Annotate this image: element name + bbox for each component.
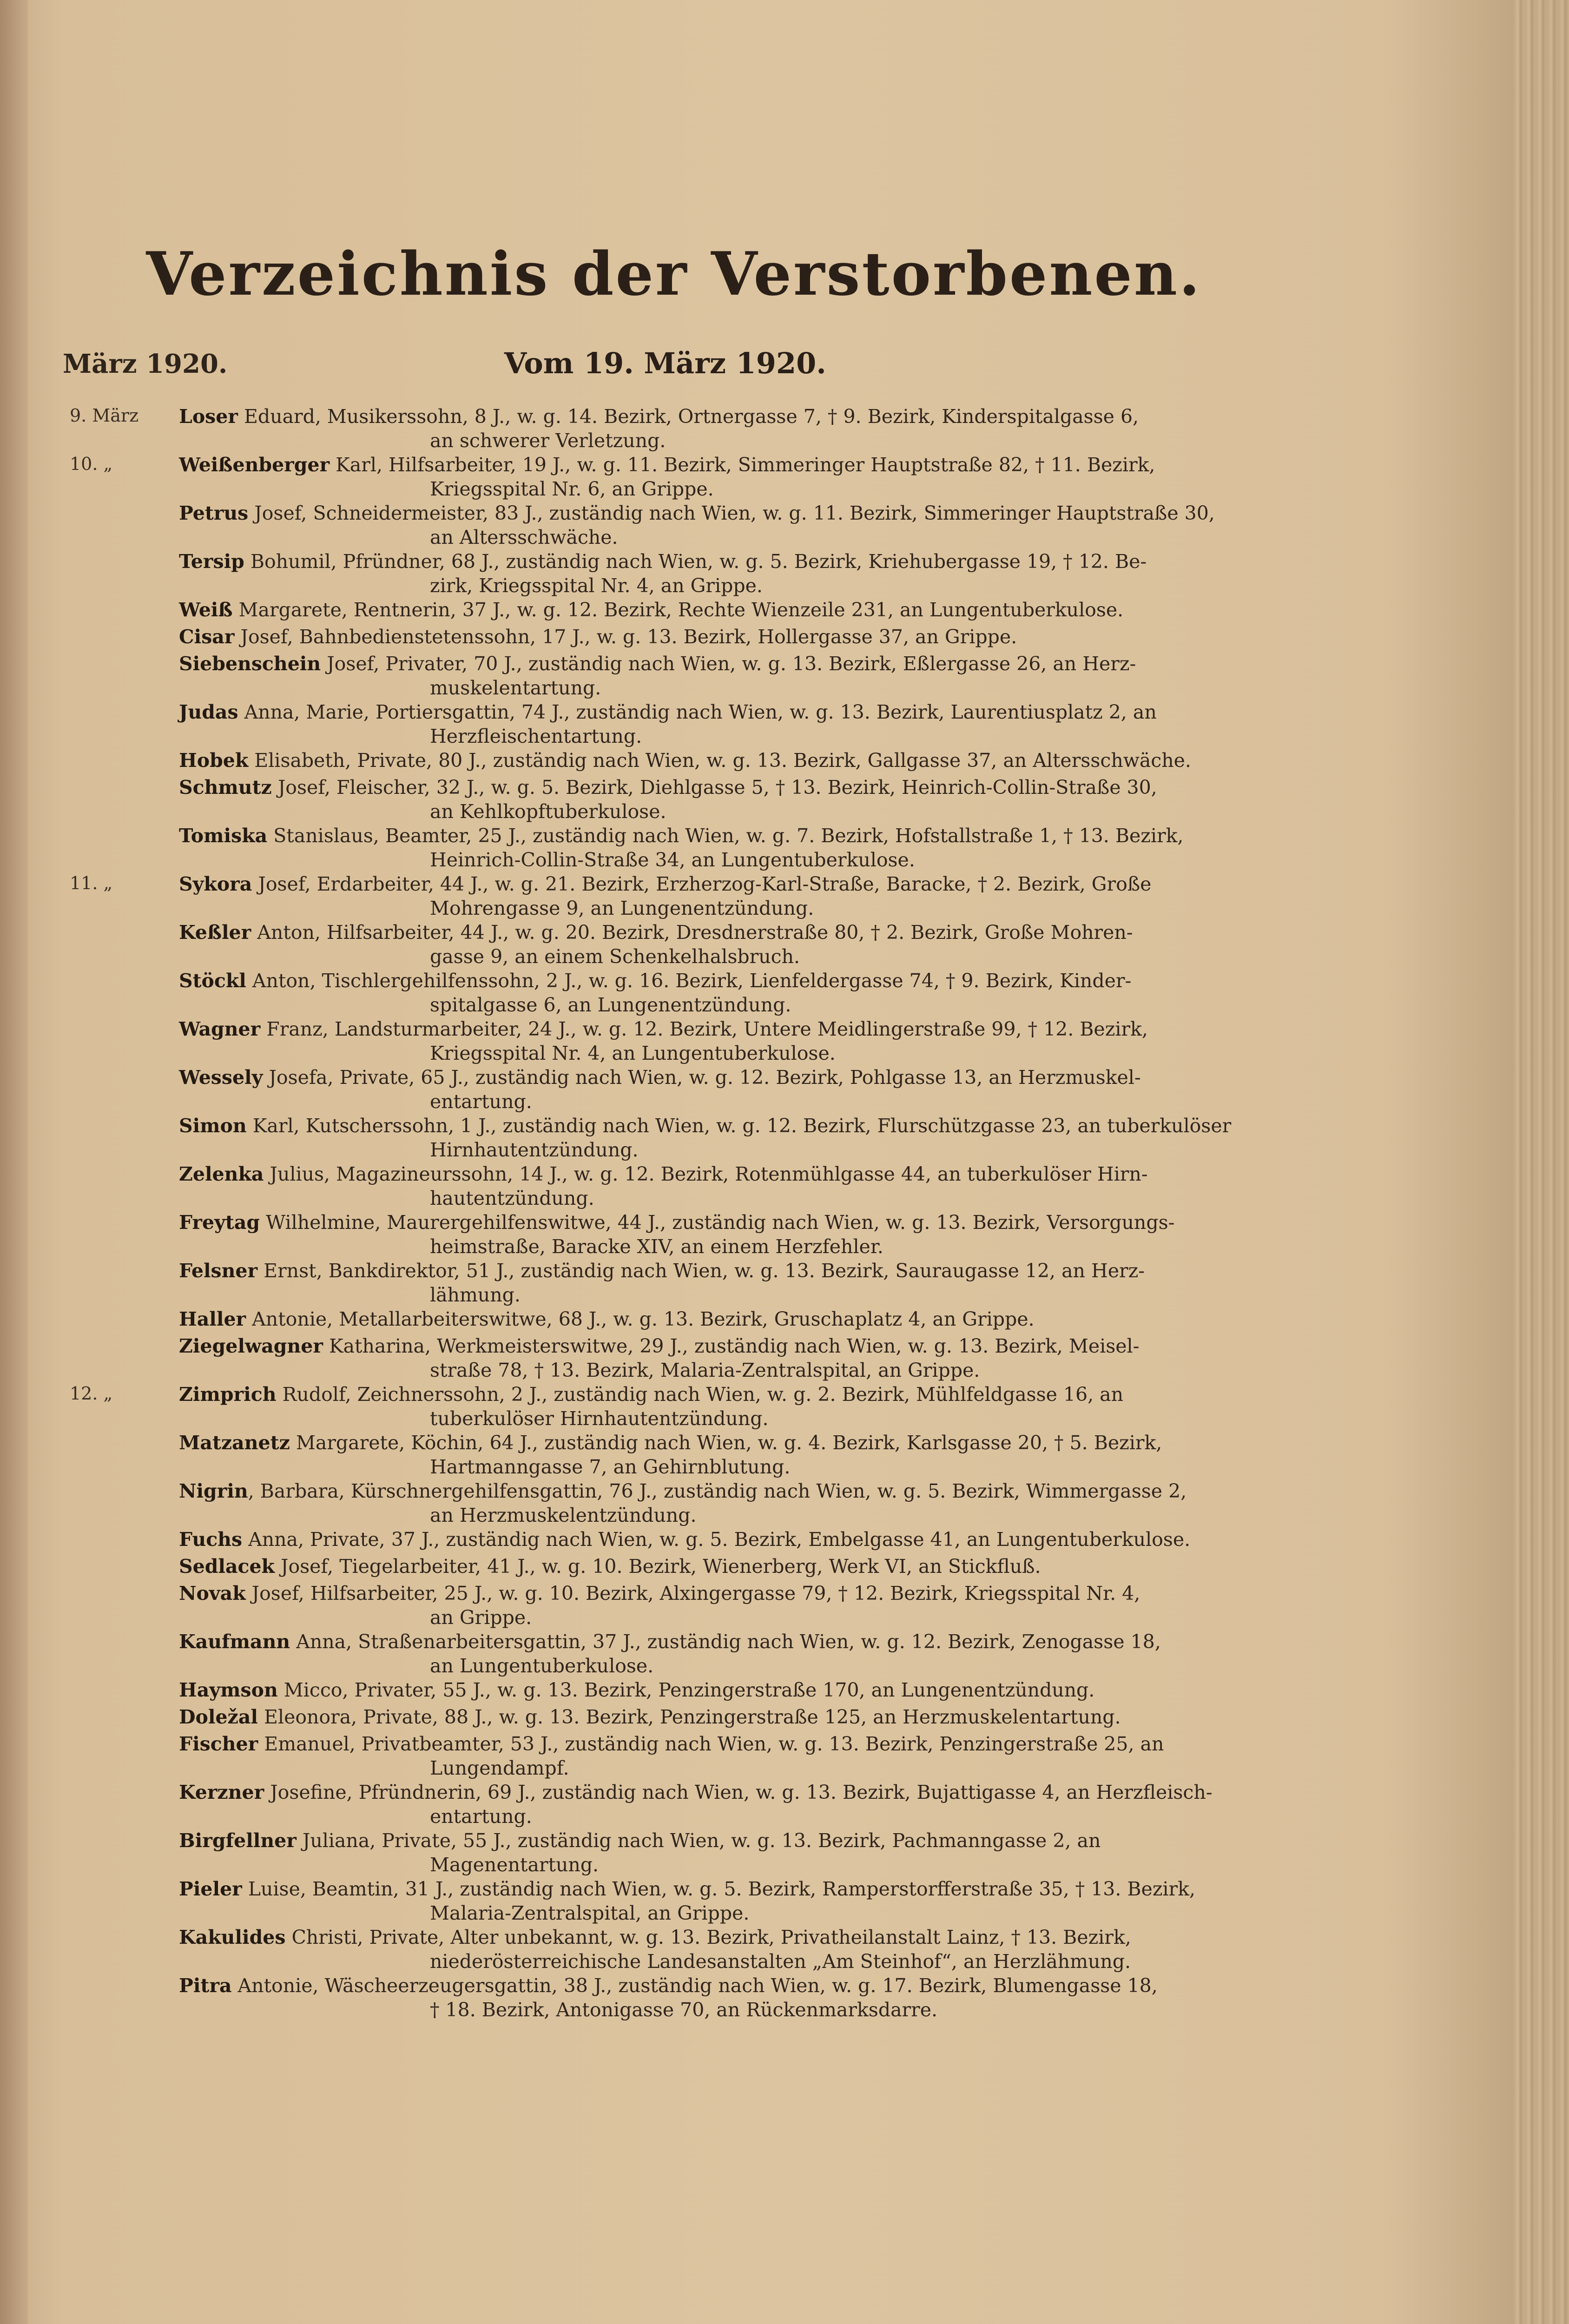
entry-continuation: spitalgasse 6, an Lungenentzündung. <box>430 994 791 1016</box>
entry-continuation: muskelentartung. <box>430 677 601 699</box>
entry-details: Elisabeth, Private, 80 J., zuständig nach Wien, w. g. 13. Bezirk, Gallgasse 37, an Altersschwäche. <box>248 749 1191 772</box>
entry-surname: Haymson <box>179 1679 278 1701</box>
entry-surname: Simon <box>179 1115 247 1137</box>
entry-text <box>179 1925 1301 1974</box>
entry-details: Bohumil, Pfründner, 68 J., zuständig nach Wien, w. g. 5. Bezirk, Kriehubergasse 19, † 12. Be- <box>244 550 1147 573</box>
entry-date: 9. März <box>70 405 139 426</box>
register-entry <box>70 1527 1301 1554</box>
entry-surname: Zimprich <box>179 1383 277 1406</box>
entry-continuation: gasse 9, an einem Schenkelhalsbruch. <box>430 945 800 968</box>
entry-details: Franz, Landsturmarbeiter, 24 J., w. g. 12. Bezirk, Untere Meidlingerstraße 99, † 12. Bezirk, <box>260 1018 1148 1040</box>
register-entry <box>70 404 1301 453</box>
date-heading: Vom 19. März 1920. <box>504 346 826 380</box>
entry-continuation: tuberkulöser Hirnhautentzündung. <box>430 1407 769 1430</box>
entry-details: Antonie, Wäscheerzeugersgattin, 38 J., zuständig nach Wien, w. g. 17. Bezirk, Blumengasse 18, <box>231 1974 1158 1997</box>
entry-surname: Fischer <box>179 1733 258 1755</box>
register-entry <box>70 1479 1301 1527</box>
entry-text <box>179 1554 1301 1578</box>
entry-details: Anna, Marie, Portiersgattin, 74 J., zuständig nach Wien, w. g. 13. Bezirk, Laurentiusplatz 2, an <box>238 701 1157 723</box>
entry-details: Wilhelmine, Maurergehilfenswitwe, 44 J., zuständig nach Wien, w. g. 13. Bezirk, Versorgungs- <box>260 1211 1175 1234</box>
entry-continuation: an Grippe. <box>430 1606 532 1629</box>
entry-text <box>179 872 1301 920</box>
entry-surname: Tersip <box>179 550 244 573</box>
entry-surname: Judas <box>179 701 238 723</box>
entry-continuation: Lungendampf. <box>430 1757 569 1779</box>
entry-details: Josef, Privater, 70 J., zuständig nach Wien, w. g. 13. Bezirk, Eßlergasse 26, an Herz- <box>321 653 1136 675</box>
entry-details: Josef, Fleischer, 32 J., w. g. 5. Bezirk, Diehlgasse 5, † 13. Bezirk, Heinrich-Collin-Straße 30, <box>271 776 1157 799</box>
entry-continuation: Malaria-Zentralspital, an Grippe. <box>430 1902 750 1924</box>
register-entry <box>70 1431 1301 1479</box>
entry-details: Anna, Private, 37 J., zuständig nach Wien, w. g. 5. Bezirk, Embelgasse 41, an Lungentuberkulose. <box>242 1528 1191 1551</box>
entry-text <box>179 775 1301 824</box>
entry-details: Josef, Bahnbedienstetenssohn, 17 J., w. g. 13. Bezirk, Hollergasse 37, an Grippe. <box>234 626 1017 648</box>
register-entry <box>70 1210 1301 1259</box>
entry-continuation: Mohrengasse 9, an Lungenentzündung. <box>430 897 814 919</box>
entry-continuation: hautentzündung. <box>430 1187 594 1209</box>
entry-details: Josefine, Pfründnerin, 69 J., zuständig nach Wien, w. g. 13. Bezirk, Bujattigasse 4, an Herzfleisch- <box>264 1781 1213 1803</box>
entry-surname: Freytag <box>179 1211 260 1234</box>
entry-surname: Doležal <box>179 1706 258 1728</box>
register-entry <box>70 1554 1301 1581</box>
entry-surname: Zelenka <box>179 1163 264 1185</box>
entry-surname: Loser <box>179 405 238 428</box>
entry-continuation: an Lungentuberkulose. <box>430 1655 654 1677</box>
entry-details: , Barbara, Kürschnergehilfensgattin, 76 J., zuständig nach Wien, w. g. 5. Bezirk, Wimmergasse 2, <box>248 1480 1187 1502</box>
entry-details: Josef, Tiegelarbeiter, 41 J., w. g. 10. Bezirk, Wienerberg, Werk VI, an Stickfluß. <box>274 1555 1041 1578</box>
entry-details: Josefa, Private, 65 J., zuständig nach Wien, w. g. 12. Bezirk, Pohlgasse 13, an Herzmuskel- <box>263 1066 1141 1089</box>
entry-surname: Cisar <box>179 626 235 648</box>
register-entry <box>70 1259 1301 1307</box>
entry-text <box>179 1017 1301 1065</box>
entry-text <box>179 1334 1301 1382</box>
entry-details: Micco, Privater, 55 J., w. g. 13. Bezirk, Penzingerstraße 170, an Lungenentzündung. <box>277 1679 1095 1701</box>
entry-details: Juliana, Private, 55 J., zuständig nach Wien, w. g. 13. Bezirk, Pachmanngasse 2, an <box>296 1829 1101 1852</box>
entry-details: Eleonora, Private, 88 J., w. g. 13. Bezirk, Penzingerstraße 125, an Herzmuskelentartung. <box>258 1706 1121 1728</box>
month-label: März 1920. <box>63 349 228 379</box>
register-entry <box>70 625 1301 652</box>
register-entry <box>70 969 1301 1017</box>
entry-continuation: heimstraße, Baracke XIV, an einem Herzfehler. <box>430 1235 883 1258</box>
entry-details: Emanuel, Privatbeamter, 53 J., zuständig nach Wien, w. g. 13. Bezirk, Penzingerstraße 25, an <box>258 1733 1164 1755</box>
entry-text <box>179 501 1301 549</box>
entry-surname: Haller <box>179 1308 246 1330</box>
entry-details: Karl, Kutscherssohn, 1 J., zuständig nach Wien, w. g. 12. Bezirk, Flurschützgasse 23, an tuberkulöser <box>246 1115 1232 1137</box>
entry-surname: Hobek <box>179 749 249 772</box>
entry-continuation: Hartmanngasse 7, an Gehirnblutung. <box>430 1456 791 1478</box>
entry-surname: Weißenberger <box>179 454 330 476</box>
entry-text <box>179 969 1301 1017</box>
entry-continuation: Hirnhautentzündung. <box>430 1139 639 1161</box>
entry-details: Margarete, Köchin, 64 J., zuständig nach Wien, w. g. 4. Bezirk, Karlsgasse 20, † 5. Bezirk, <box>290 1432 1162 1454</box>
entry-surname: Keßler <box>179 921 251 944</box>
register-entry <box>70 549 1301 598</box>
register-entry <box>70 1162 1301 1210</box>
entry-text <box>179 1630 1301 1678</box>
entry-surname: Wessely <box>179 1066 263 1089</box>
entry-continuation: Magenentartung. <box>430 1854 599 1876</box>
entry-surname: Ziegelwagner <box>179 1335 323 1357</box>
entry-details: Rudolf, Zeichnerssohn, 2 J., zuständig nach Wien, w. g. 2. Bezirk, Mühlfeldgasse 16, an <box>276 1383 1124 1406</box>
entry-surname: Schmutz <box>179 776 272 799</box>
register-entry <box>70 1705 1301 1732</box>
entry-continuation: an Herzmuskelentzündung. <box>430 1504 697 1526</box>
entry-surname: Wagner <box>179 1018 261 1040</box>
page-binding-edge <box>0 0 28 2324</box>
register-entry <box>70 1829 1301 1877</box>
entry-surname: Kakulides <box>179 1926 286 1948</box>
register-entry <box>70 453 1301 501</box>
register-entry <box>70 1334 1301 1382</box>
entry-surname: Kaufmann <box>179 1631 290 1653</box>
entry-continuation: Kriegsspital Nr. 4, an Lungentuberkulose. <box>430 1042 836 1064</box>
entry-text <box>179 1877 1301 1925</box>
register-entry <box>70 1780 1301 1829</box>
entry-surname: Kerzner <box>179 1781 264 1803</box>
entry-surname: Felsner <box>179 1260 258 1282</box>
entry-details: Josef, Schneidermeister, 83 J., zuständig nach Wien, w. g. 11. Bezirk, Simmeringer Hauptstraße 30, <box>248 502 1215 524</box>
register-entry <box>70 748 1301 775</box>
entry-text <box>179 1705 1301 1729</box>
entry-text <box>179 1829 1301 1877</box>
entry-details: Antonie, Metallarbeiterswitwe, 68 J., w. g. 13. Bezirk, Gruschaplatz 4, an Grippe. <box>246 1308 1035 1330</box>
entry-details: Stanislaus, Beamter, 25 J., zuständig nach Wien, w. g. 7. Bezirk, Hofstallstraße 1, † 13. Bezirk, <box>267 825 1184 847</box>
entry-text <box>179 920 1301 969</box>
entry-text <box>179 1974 1301 2022</box>
entry-details: Karl, Hilfsarbeiter, 19 J., w. g. 11. Bezirk, Simmeringer Hauptstraße 82, † 11. Bezirk, <box>330 454 1155 476</box>
page-stack-edges <box>1513 0 1569 2324</box>
entry-details: Margarete, Rentnerin, 37 J., w. g. 12. Bezirk, Rechte Wienzeile 231, an Lungentuberkulose. <box>232 599 1124 621</box>
entry-details: Josef, Hilfsarbeiter, 25 J., w. g. 10. Bezirk, Alxingergasse 79, † 12. Bezirk, Kriegsspital Nr. 4, <box>245 1582 1140 1604</box>
register-entry <box>70 700 1301 748</box>
entry-text <box>179 1678 1301 1702</box>
entry-text <box>179 625 1301 649</box>
entry-text <box>179 404 1301 453</box>
entry-text <box>179 824 1301 872</box>
register-entry <box>70 1732 1301 1780</box>
entry-surname: Birgfellner <box>179 1829 297 1852</box>
entry-details: Ernst, Bankdirektor, 51 J., zuständig nach Wien, w. g. 13. Bezirk, Sauraugasse 12, an Herz- <box>257 1260 1145 1282</box>
entry-details: Luise, Beamtin, 31 J., zuständig nach Wien, w. g. 5. Bezirk, Ramperstorfferstraße 35, † 13. Bezirk, <box>242 1878 1196 1900</box>
entry-surname: Novak <box>179 1582 246 1604</box>
register-entry <box>70 1678 1301 1705</box>
entry-continuation: zirk, Kriegsspital Nr. 4, an Grippe. <box>430 574 763 597</box>
entry-text <box>179 1479 1301 1527</box>
entry-continuation: an schwerer Verletzung. <box>430 429 666 452</box>
register-entry <box>70 824 1301 872</box>
entry-surname: Stöckl <box>179 970 246 992</box>
entry-text <box>179 1259 1301 1307</box>
entry-text <box>179 652 1301 700</box>
entry-surname: Fuchs <box>179 1528 243 1551</box>
entry-continuation: entartung. <box>430 1805 532 1828</box>
entry-surname: Sykora <box>179 873 252 895</box>
register-entry <box>70 920 1301 969</box>
entry-continuation: niederösterreichische Landesanstalten „Am Steinhof“, an Herzlähmung. <box>430 1950 1131 1973</box>
register-entry <box>70 1630 1301 1678</box>
entry-continuation: entartung. <box>430 1090 532 1113</box>
entry-text <box>179 700 1301 748</box>
register-entry <box>70 775 1301 824</box>
entry-text <box>179 1307 1301 1331</box>
entry-details: Julius, Magazineurssohn, 14 J., w. g. 12. Bezirk, Rotenmühlgasse 44, an tuberkulöser Hirn- <box>264 1163 1148 1185</box>
register-entry <box>70 1307 1301 1334</box>
register-entry <box>70 1974 1301 2022</box>
entry-text <box>179 1114 1301 1162</box>
entry-continuation: Kriegsspital Nr. 6, an Grippe. <box>430 478 714 500</box>
entry-text <box>179 1065 1301 1114</box>
entry-continuation: lähmung. <box>430 1284 521 1306</box>
register-entry <box>70 872 1301 920</box>
death-register-list <box>70 404 1301 2022</box>
entry-details: Anton, Hilfsarbeiter, 44 J., w. g. 20. Bezirk, Dresdnerstraße 80, † 2. Bezirk, Große Mohren- <box>251 921 1133 944</box>
entry-continuation: Herzfleischentartung. <box>430 725 642 747</box>
entry-continuation: Heinrich-Collin-Straße 34, an Lungentuberkulose. <box>430 849 915 871</box>
entry-text <box>179 1732 1301 1780</box>
register-entry <box>70 1065 1301 1114</box>
entry-text <box>179 748 1301 772</box>
register-entry <box>70 501 1301 549</box>
entry-surname: Pitra <box>179 1974 232 1997</box>
entry-text <box>179 549 1301 598</box>
entry-text <box>179 1431 1301 1479</box>
entry-continuation: an Kehlkopftuberkulose. <box>430 800 666 823</box>
register-entry <box>70 1581 1301 1630</box>
entry-details: Eduard, Musikerssohn, 8 J., w. g. 14. Bezirk, Ortnergasse 7, † 9. Bezirk, Kinderspitalgasse 6, <box>237 405 1139 428</box>
entry-surname: Matzanetz <box>179 1432 290 1454</box>
entry-details: Anna, Straßenarbeitersgattin, 37 J., zuständig nach Wien, w. g. 12. Bezirk, Zenogasse 18, <box>290 1631 1161 1653</box>
entry-text <box>179 1780 1301 1829</box>
entry-continuation: † 18. Bezirk, Antonigasse 70, an Rückenmarksdarre. <box>430 1999 938 2021</box>
entry-surname: Petrus <box>179 502 249 524</box>
entry-details: Christi, Private, Alter unbekannt, w. g. 13. Bezirk, Privatheilanstalt Lainz, † 13. Bezirk, <box>285 1926 1131 1948</box>
entry-details: Josef, Erdarbeiter, 44 J., w. g. 21. Bezirk, Erzherzog-Karl-Straße, Baracke, † 2. Bezirk, Große <box>252 873 1152 895</box>
entry-text <box>179 598 1301 622</box>
page-title: Verzeichnis der Verstorbenen. <box>146 239 1202 309</box>
register-entry <box>70 652 1301 700</box>
entry-details: Katharina, Werkmeisterswitwe, 29 J., zuständig nach Wien, w. g. 13. Bezirk, Meisel- <box>323 1335 1140 1357</box>
entry-surname: Sedlacek <box>179 1555 275 1578</box>
entry-continuation: straße 78, † 13. Bezirk, Malaria-Zentralspital, an Grippe. <box>430 1359 980 1381</box>
entry-surname: Pieler <box>179 1878 242 1900</box>
entry-surname: Tomiska <box>179 825 268 847</box>
register-entry <box>70 1877 1301 1925</box>
entry-text <box>179 453 1301 501</box>
entry-surname: Weiß <box>179 599 233 621</box>
entry-continuation: an Altersschwäche. <box>430 526 618 548</box>
register-entry <box>70 1114 1301 1162</box>
entry-text <box>179 1382 1301 1431</box>
entry-date: 10. „ <box>70 454 113 474</box>
entry-details: Anton, Tischlergehilfenssohn, 2 J., w. g. 16. Bezirk, Lienfeldergasse 74, † 9. Bezirk, Kinder- <box>246 970 1132 992</box>
entry-text <box>179 1162 1301 1210</box>
register-entry <box>70 1017 1301 1065</box>
register-entry <box>70 1382 1301 1431</box>
entry-surname: Siebenschein <box>179 653 321 675</box>
register-entry <box>70 1925 1301 1974</box>
entry-date: 11. „ <box>70 873 113 893</box>
entry-surname: Nigrin <box>179 1480 248 1502</box>
entry-text <box>179 1210 1301 1259</box>
entry-text <box>179 1527 1301 1552</box>
entry-text <box>179 1581 1301 1630</box>
entry-date: 12. „ <box>70 1383 113 1404</box>
register-entry <box>70 598 1301 625</box>
